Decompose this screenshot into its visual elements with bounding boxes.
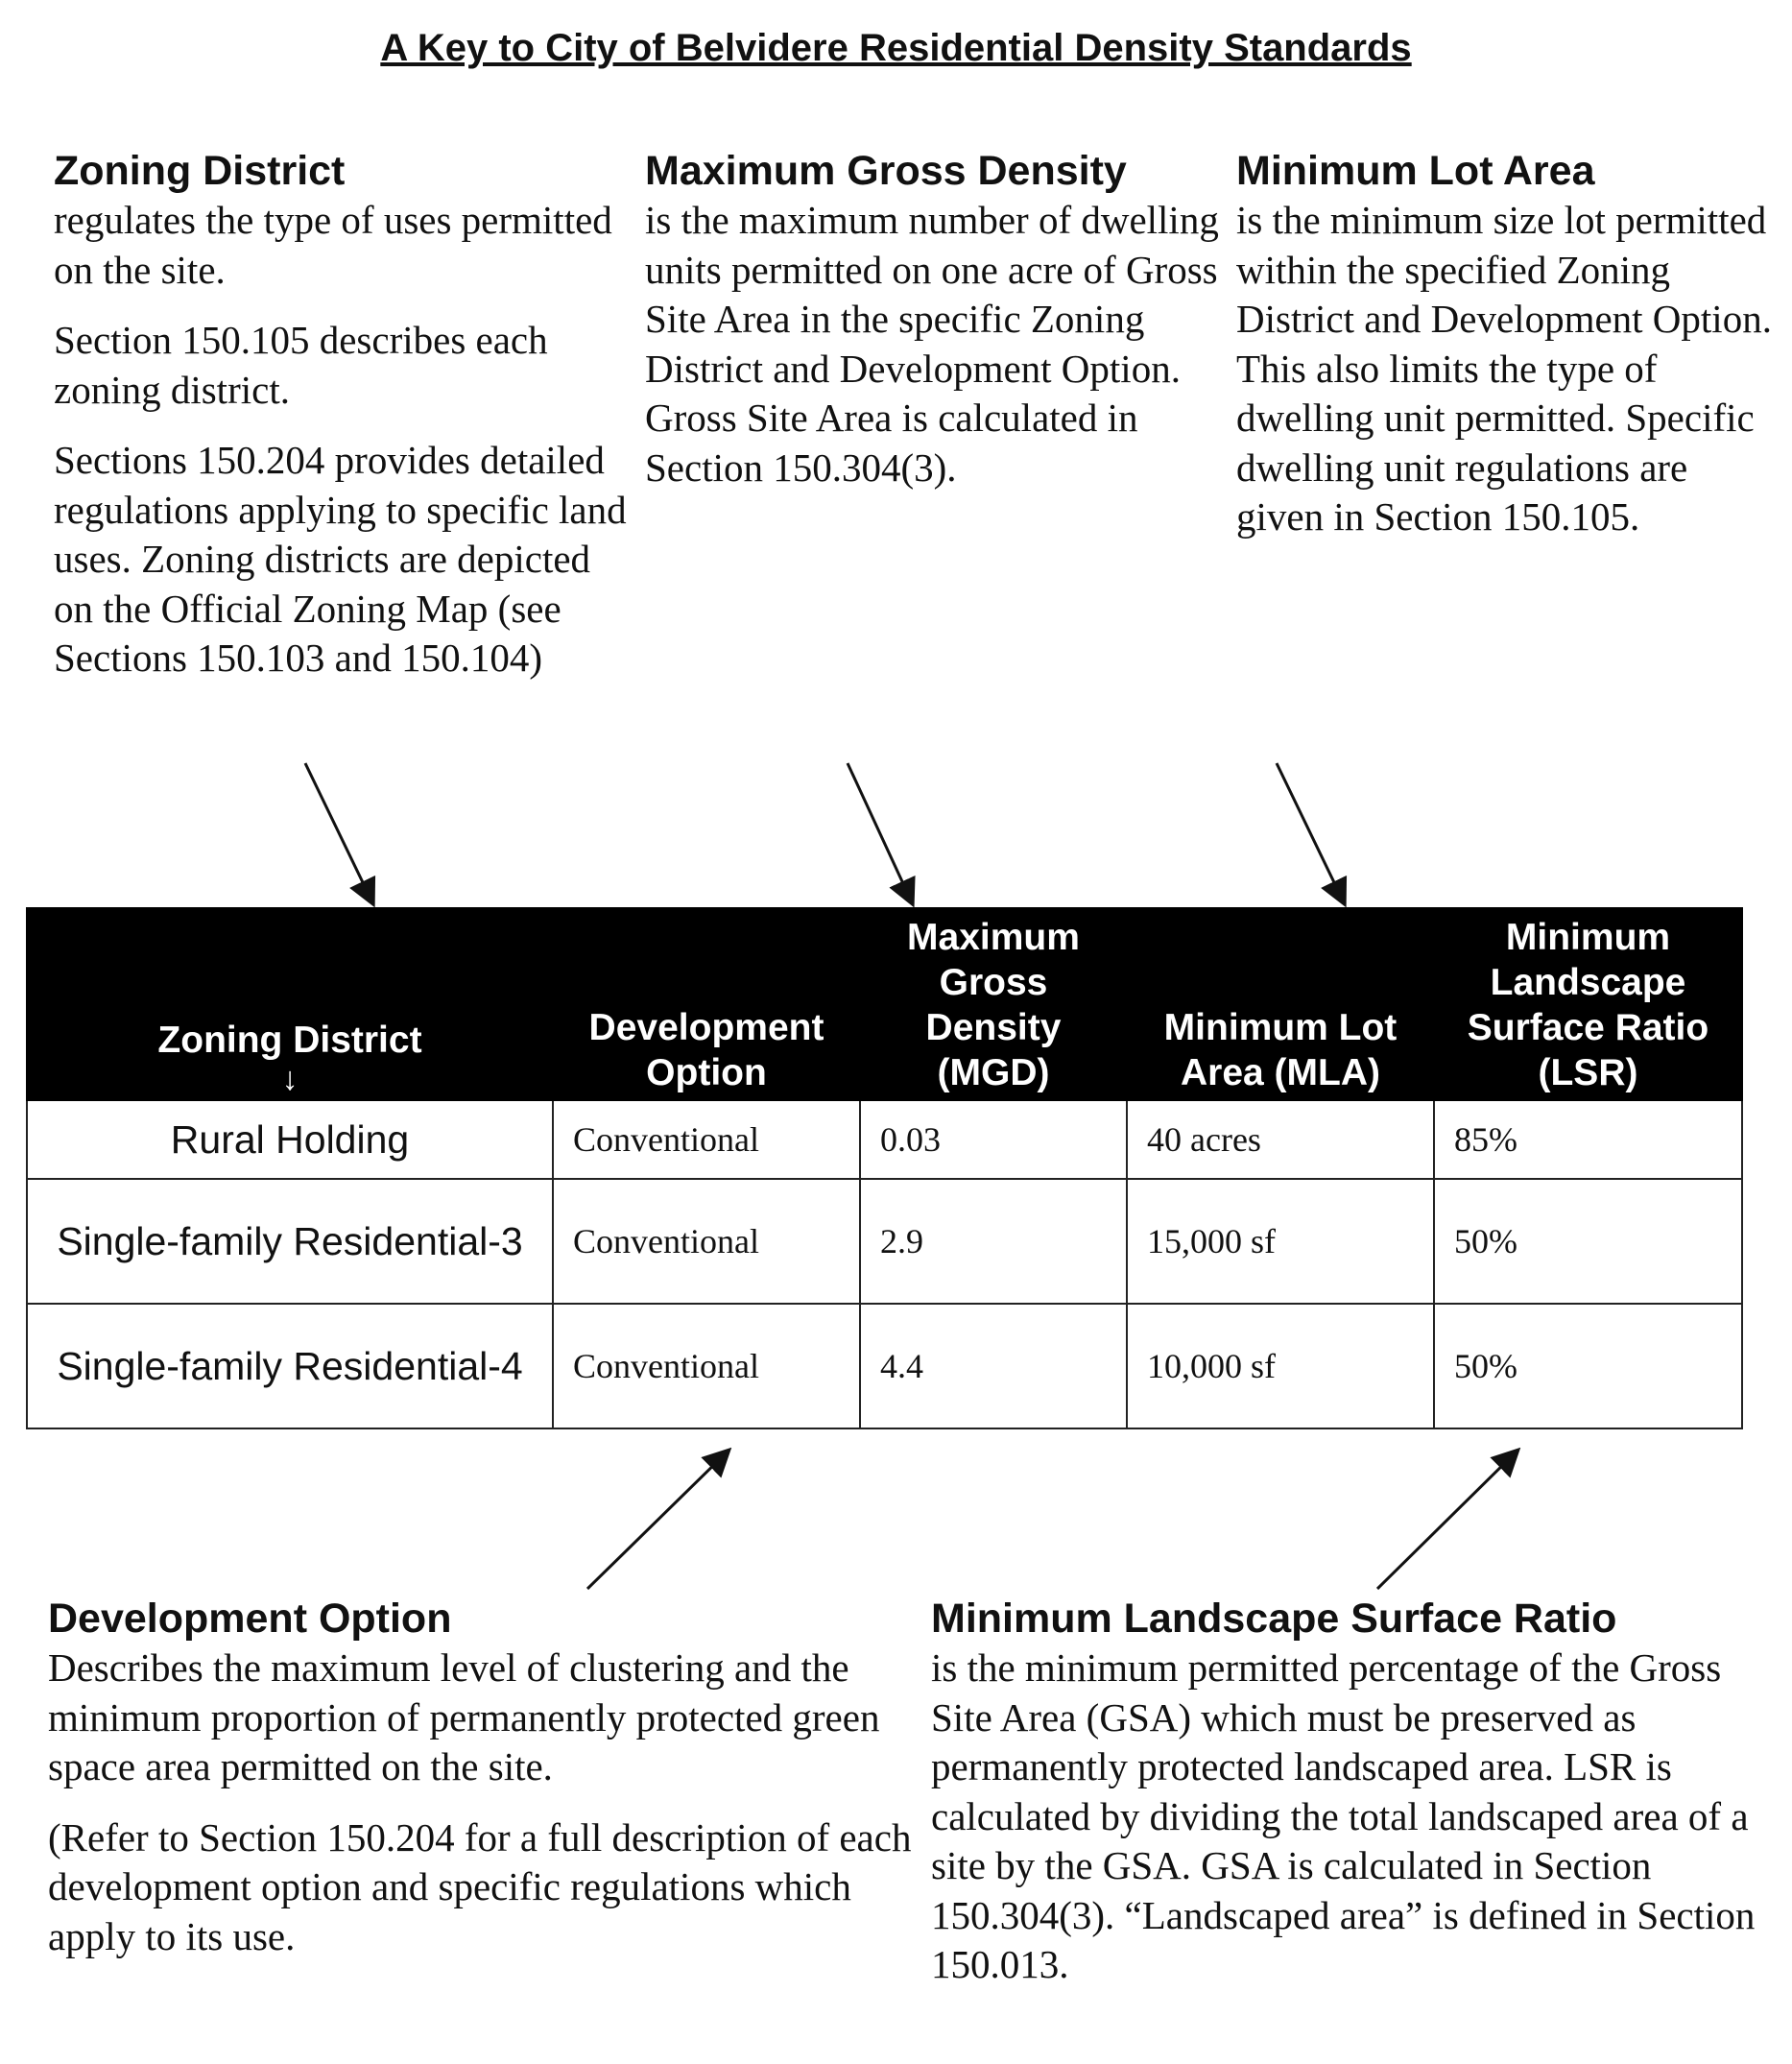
cell-mla: 10,000 sf: [1127, 1304, 1434, 1428]
zoning-district-text-1: regulates the type of uses permitted on the site.: [54, 198, 612, 292]
cell-development-option: Conventional: [553, 1304, 860, 1428]
header-mla: Minimum Lot Area (MLA): [1127, 908, 1434, 1100]
arrow-to-zoning-district: [305, 763, 372, 902]
header-zoning-district-label: Zoning District: [157, 1020, 422, 1061]
table-row: [27, 1179, 1742, 1304]
cell-mla: 15,000 sf: [1127, 1179, 1434, 1304]
header-mgd: Maximum Gross Density (MGD): [860, 908, 1127, 1100]
cell-mgd: 2.9: [860, 1179, 1127, 1304]
header-lsr: Minimum Landscape Surface Ratio (LSR): [1434, 908, 1742, 1100]
arrow-to-development-option: [587, 1452, 728, 1589]
cell-lsr: 50%: [1434, 1179, 1742, 1304]
arrow-to-min-lot-area: [1277, 763, 1344, 902]
max-gross-density-heading: Maximum Gross Density: [645, 148, 1127, 194]
cell-lsr: 50%: [1434, 1304, 1742, 1428]
max-gross-density-description: [645, 146, 1221, 492]
cell-zoning-district: Rural Holding: [27, 1100, 553, 1179]
max-gross-density-text: is the maximum number of dwelling units permitted on one acre of Gross Site Area in the specific Zoning District and Development Option. Gross Site Area is calculated in Section 150.304(3).: [645, 198, 1219, 490]
page-title: A Key to City of Belvidere Residential Density Standards: [380, 27, 1412, 69]
cell-development-option: Conventional: [553, 1100, 860, 1179]
development-option-heading: Development Option: [48, 1596, 452, 1642]
cell-zoning-district: Single-family Residential-4: [27, 1304, 553, 1428]
min-lot-area-text: is the minimum size lot permitted within the specified Zoning District and Development Option. This also limits the type of dwelling unit permitted. Specific dwelling unit regulations are given in Section 150.105.: [1236, 198, 1772, 539]
table-row: [27, 1100, 1742, 1179]
table-header-row: [27, 908, 1742, 1100]
down-arrow-icon: ↓: [281, 1061, 299, 1097]
cell-mgd: 0.03: [860, 1100, 1127, 1179]
header-zoning-district: [27, 908, 553, 1100]
min-landscape-surface-ratio-text: is the minimum permitted percentage of the Gross Site Area (GSA) which must be preserved as permanently protected landscaped area. LSR is calculated by dividing the total landscaped area of a site by the GSA. GSA is calculated in Section 150.304(3). “Landscaped area” is defined in Section 150.013.: [931, 1645, 1756, 1986]
min-lot-area-heading: Minimum Lot Area: [1236, 148, 1595, 194]
cell-zoning-district: Single-family Residential-3: [27, 1179, 553, 1304]
cell-development-option: Conventional: [553, 1179, 860, 1304]
min-landscape-surface-ratio-heading: Minimum Landscape Surface Ratio: [931, 1596, 1617, 1642]
min-lot-area-description: [1236, 146, 1774, 542]
development-option-text-1: Describes the maximum level of clustering and the minimum proportion of permanently protected green space area permitted on the site.: [48, 1645, 880, 1788]
zoning-district-heading: Zoning District: [54, 148, 346, 194]
arrow-to-landscape-surface-ratio: [1377, 1452, 1517, 1589]
header-development-option: Development Option: [553, 908, 860, 1100]
zoning-district-text-3: Sections 150.204 provides detailed regulations applying to specific land uses. Zoning districts are depicted on the Official Zoning Map (see Sections 150.103 and 150.104): [54, 438, 627, 680]
density-standards-table: [26, 907, 1743, 1429]
cell-lsr: 85%: [1434, 1100, 1742, 1179]
zoning-district-text-2: Section 150.105 describes each zoning district.: [54, 318, 548, 412]
cell-mla: 40 acres: [1127, 1100, 1434, 1179]
zoning-district-description: [54, 146, 630, 684]
development-option-description: [48, 1594, 912, 1961]
cell-mgd: 4.4: [860, 1304, 1127, 1428]
arrow-to-max-gross-density: [848, 763, 912, 902]
min-landscape-surface-ratio-description: [931, 1594, 1776, 1990]
development-option-text-2: (Refer to Section 150.204 for a full description of each development option and specific regulations which apply to its use.: [48, 1814, 912, 1958]
table-row: [27, 1304, 1742, 1428]
